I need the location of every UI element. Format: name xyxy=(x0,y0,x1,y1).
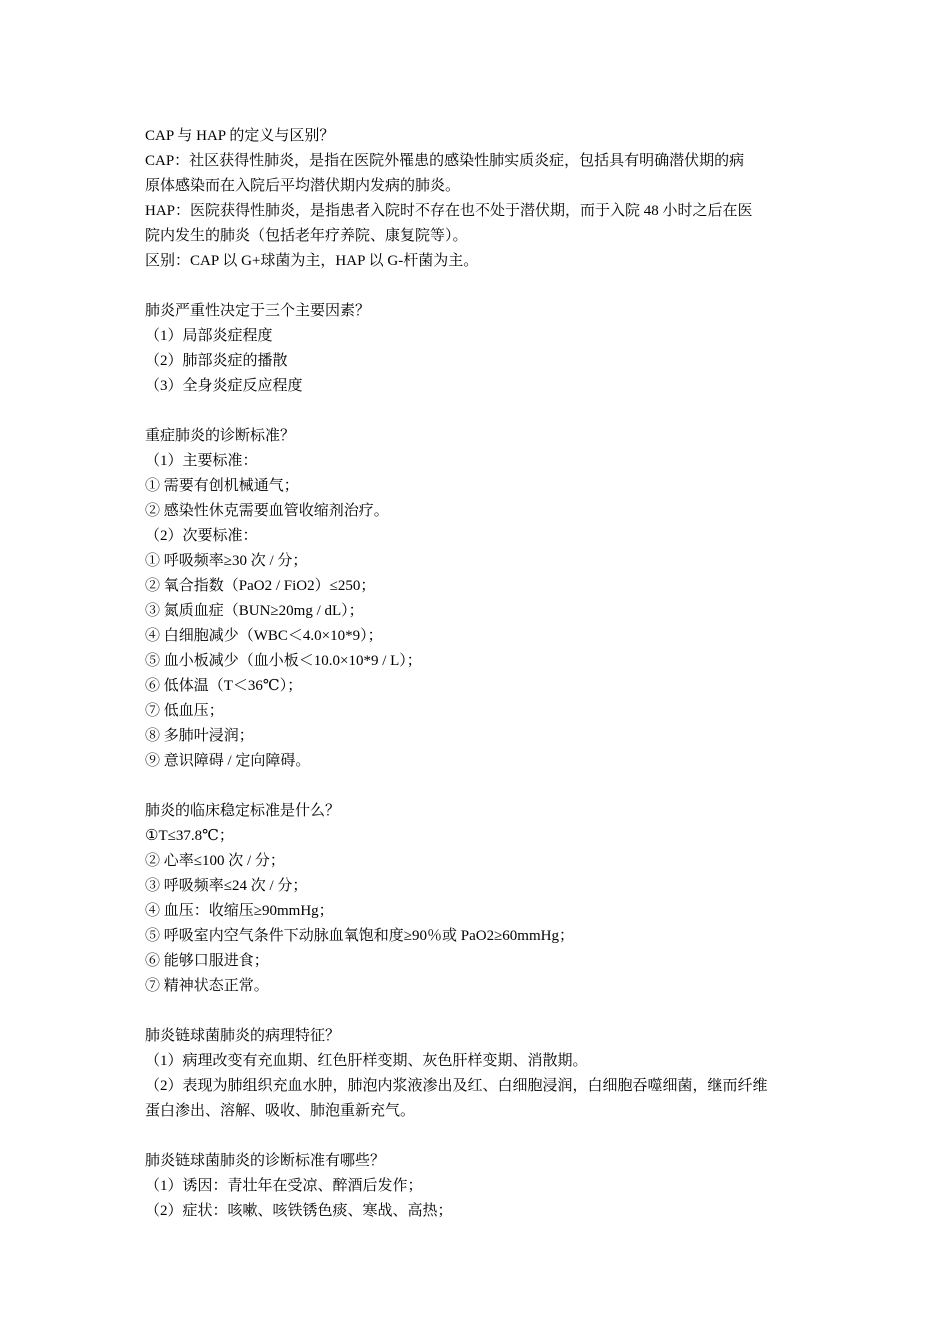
section-heading: 重症肺炎的诊断标准？ xyxy=(145,428,296,444)
section-spacer xyxy=(145,774,815,799)
section-cap-hap xyxy=(145,124,815,274)
paragraph-line: CAP：社区获得性肺炎，是指在医院外罹患的感染性肺实质炎症，包括具有明确潜伏期的病 xyxy=(145,153,745,169)
section-spacer xyxy=(145,274,815,299)
section-diagnosis xyxy=(145,1149,815,1224)
list-item: （3）全身炎症反应程度 xyxy=(145,378,303,394)
section-spacer xyxy=(145,399,815,424)
section-heading: 肺炎链球菌肺炎的诊断标准有哪些？ xyxy=(145,1153,386,1169)
section-heading: 肺炎严重性决定于三个主要因素？ xyxy=(145,303,371,319)
list-item: ⑥ 能够口服进食； xyxy=(145,953,269,969)
section-heading: 肺炎链球菌肺炎的病理特征？ xyxy=(145,1028,341,1044)
list-item: （1）诱因：青壮年在受凉、醉酒后发作； xyxy=(145,1178,423,1194)
list-item: （2）表现为肺组织充血水肿，肺泡内浆液渗出及红、白细胞浸润，白细胞吞噬细菌，继而纤维 xyxy=(145,1078,768,1094)
list-item: ② 心率≤100 次 / 分； xyxy=(145,853,285,869)
section-heading: 肺炎的临床稳定标准是什么？ xyxy=(145,803,341,819)
section-pathology xyxy=(145,1024,815,1124)
section-severe-criteria xyxy=(145,424,815,774)
list-item: （1）局部炎症程度 xyxy=(145,328,273,344)
list-item: ⑦ 精神状态正常。 xyxy=(145,978,269,994)
section-severity-factors xyxy=(145,299,815,399)
paragraph-line: HAP：医院获得性肺炎，是指患者入院时不存在也不处于潜伏期，而于入院 48 小时之后在医 xyxy=(145,203,753,219)
list-item: ② 氧合指数（PaO2 / FiO2）≤250； xyxy=(145,578,376,594)
list-item: （2）次要标准： xyxy=(145,528,258,544)
paragraph-line: 原体感染而在入院后平均潜伏期内发病的肺炎。 xyxy=(145,178,461,194)
paragraph-line: 院内发生的肺炎（包括老年疗养院、康复院等）。 xyxy=(145,228,468,244)
list-item: ④ 血压：收缩压≥90mmHg； xyxy=(145,903,334,919)
list-item: ⑧ 多肺叶浸润； xyxy=(145,728,254,744)
list-item: （1）病理改变有充血期、红色肝样变期、灰色肝样变期、消散期。 xyxy=(145,1053,588,1069)
list-item: ① 需要有创机械通气； xyxy=(145,478,299,494)
list-item: （2）症状：咳嗽、咳铁锈色痰、寒战、高热； xyxy=(145,1203,453,1219)
list-item: ⑤ 血小板减少（血小板＜10.0×10*9 / L）； xyxy=(145,653,422,669)
list-item: ⑨ 意识障碍 / 定向障碍。 xyxy=(145,753,311,769)
section-clinical-stability xyxy=(145,799,815,999)
list-item: ⑤ 呼吸室内空气条件下动脉血氧饱和度≥90％或 PaO2≥60mmHg； xyxy=(145,928,574,944)
list-item: （2）肺部炎症的播散 xyxy=(145,353,288,369)
list-item: ⑦ 低血压； xyxy=(145,703,224,719)
document-page xyxy=(145,124,815,1224)
section-spacer xyxy=(145,1124,815,1149)
section-spacer xyxy=(145,999,815,1024)
section-heading: CAP 与 HAP 的定义与区别？ xyxy=(145,128,335,144)
list-item: ② 感染性休克需要血管收缩剂治疗。 xyxy=(145,503,389,519)
paragraph-line: 蛋白渗出、溶解、吸收、肺泡重新充气。 xyxy=(145,1103,416,1119)
list-item: ①T≤37.8℃； xyxy=(145,828,234,844)
paragraph-line: 区别：CAP 以 G+球菌为主，HAP 以 G-杆菌为主。 xyxy=(145,253,479,269)
list-item: ③ 氮质血症（BUN≥20mg / dL）； xyxy=(145,603,364,619)
list-item: （1）主要标准： xyxy=(145,453,258,469)
list-item: ① 呼吸频率≥30 次 / 分； xyxy=(145,553,308,569)
list-item: ⑥ 低体温（T＜36℃）； xyxy=(145,678,303,694)
list-item: ③ 呼吸频率≤24 次 / 分； xyxy=(145,878,308,894)
list-item: ④ 白细胞减少（WBC＜4.0×10*9）； xyxy=(145,628,383,644)
